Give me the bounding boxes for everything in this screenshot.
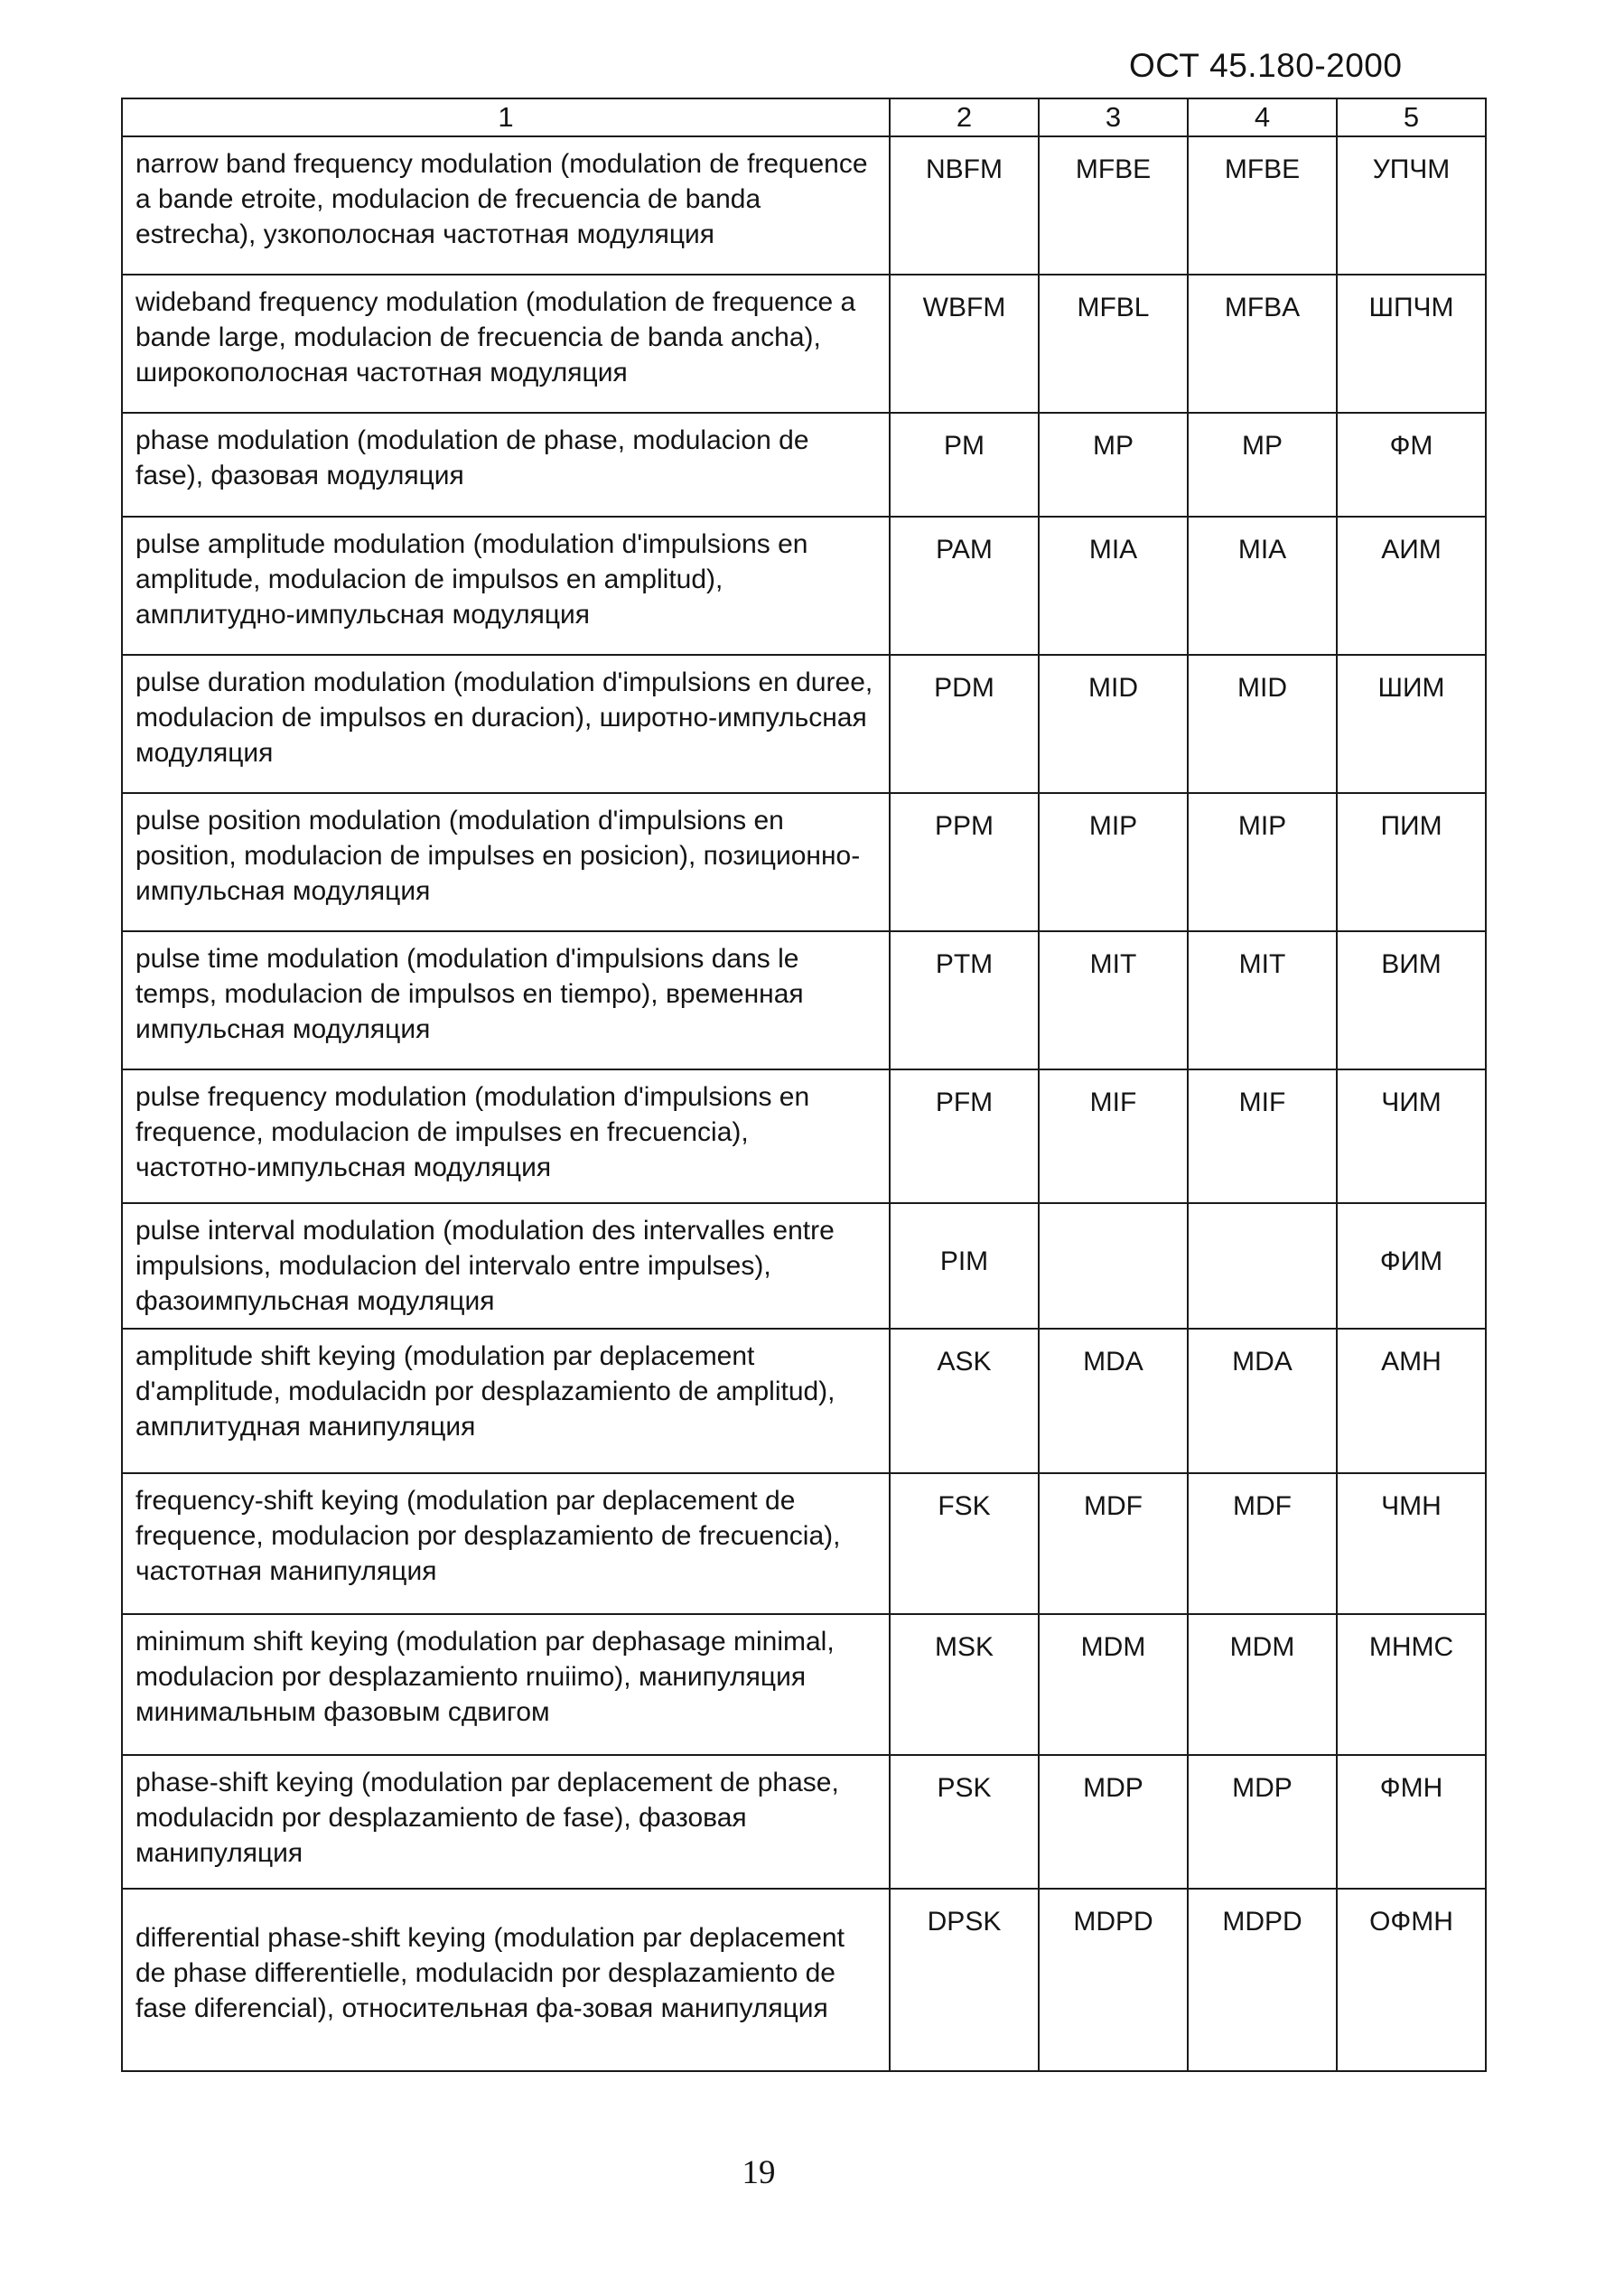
abbr-es-cell: MP xyxy=(1188,413,1337,517)
abbr-es-cell: MDA xyxy=(1188,1329,1337,1473)
abbr-fr-cell: MDPD xyxy=(1039,1889,1188,2071)
column-header: 1 xyxy=(122,98,890,136)
term-cell: pulse frequency modulation (modulation d'impulsions en frequence, modulacion de impulses en frecuencia), частотно-импульсная модуляция xyxy=(122,1069,890,1203)
abbr-fr-cell: MIA xyxy=(1039,517,1188,655)
abbr-ru-cell: ОФМН xyxy=(1337,1889,1486,2071)
abbr-ru-cell: ВИМ xyxy=(1337,931,1486,1069)
abbr-fr-cell: MIF xyxy=(1039,1069,1188,1203)
abbr-en-cell: PDM xyxy=(890,655,1039,793)
abbr-en-cell: PAM xyxy=(890,517,1039,655)
table-row xyxy=(122,1203,1486,1329)
page-number: 19 xyxy=(742,2154,776,2191)
term-cell: phase-shift keying (modulation par deplacement de phase, modulacidn por desplazamiento de fase), фазовая манипуляция xyxy=(122,1755,890,1889)
abbr-fr-cell xyxy=(1039,1203,1188,1329)
column-header: 3 xyxy=(1039,98,1188,136)
abbr-fr-cell: MID xyxy=(1039,655,1188,793)
abbr-ru-cell: ФМ xyxy=(1337,413,1486,517)
term-cell: pulse position modulation (modulation d'impulsions en position, modulacion de impulses en posicion), позиционно-импульсная модуляция xyxy=(122,793,890,931)
table-row xyxy=(122,1473,1486,1614)
abbr-ru-cell: ПИМ xyxy=(1337,793,1486,931)
term-cell: pulse interval modulation (modulation des intervalles entre impulsions, modulacion del intervalo entre impulses), фазоимпульсная модуляция xyxy=(122,1203,890,1329)
term-cell: pulse time modulation (modulation d'impulsions dans le temps, modulacion de impulsos en tiempo), временная импульсная модуляция xyxy=(122,931,890,1069)
abbr-ru-cell: ЧМН xyxy=(1337,1473,1486,1614)
table-row xyxy=(122,517,1486,655)
abbr-es-cell: MIP xyxy=(1188,793,1337,931)
table-row xyxy=(122,1329,1486,1473)
table-row xyxy=(122,793,1486,931)
abbr-ru-cell: ЧИМ xyxy=(1337,1069,1486,1203)
abbr-es-cell: MDF xyxy=(1188,1473,1337,1614)
document-code: ОСТ 45.180-2000 xyxy=(1129,47,1403,84)
header-row xyxy=(122,98,1486,136)
abbr-es-cell: MFBE xyxy=(1188,136,1337,275)
term-cell: pulse amplitude modulation (modulation d'impulsions en amplitude, modulacion de impulsos en amplitud), амплитудно-импульсная модуляция xyxy=(122,517,890,655)
column-header: 4 xyxy=(1188,98,1337,136)
abbr-en-cell: PM xyxy=(890,413,1039,517)
table-row xyxy=(122,136,1486,275)
abbr-en-cell: PTM xyxy=(890,931,1039,1069)
table-row xyxy=(122,1889,1486,2071)
abbr-en-cell: PSK xyxy=(890,1755,1039,1889)
abbr-es-cell: MDPD xyxy=(1188,1889,1337,2071)
abbr-en-cell: WBFM xyxy=(890,275,1039,413)
abbr-fr-cell: MDM xyxy=(1039,1614,1188,1755)
term-cell: minimum shift keying (modulation par dephasage minimal, modulacion por desplazamiento rnuiimo), манипуляция минимальным фазовым сдвигом xyxy=(122,1614,890,1755)
abbr-ru-cell: МНМС xyxy=(1337,1614,1486,1755)
abbr-fr-cell: MIP xyxy=(1039,793,1188,931)
abbr-en-cell: PIM xyxy=(890,1203,1039,1329)
term-cell: differential phase-shift keying (modulation par deplacement de phase differentielle, modulacidn por desplazamiento de fase diferencial), относительная фа-зовая манипуляция xyxy=(122,1889,890,2071)
abbr-fr-cell: MIT xyxy=(1039,931,1188,1069)
abbr-ru-cell: ШИМ xyxy=(1337,655,1486,793)
abbr-es-cell: MIF xyxy=(1188,1069,1337,1203)
term-cell: amplitude shift keying (modulation par deplacement d'amplitude, modulacidn por desplazamiento de amplitud), амплитудная манипуляция xyxy=(122,1329,890,1473)
abbr-fr-cell: MDA xyxy=(1039,1329,1188,1473)
abbr-en-cell: PPM xyxy=(890,793,1039,931)
abbr-en-cell: FSK xyxy=(890,1473,1039,1614)
table-row xyxy=(122,1069,1486,1203)
abbr-en-cell: ASK xyxy=(890,1329,1039,1473)
abbr-en-cell: DPSK xyxy=(890,1889,1039,2071)
table-row xyxy=(122,1755,1486,1889)
abbr-ru-cell: ФМН xyxy=(1337,1755,1486,1889)
abbr-fr-cell: MP xyxy=(1039,413,1188,517)
term-cell: phase modulation (modulation de phase, modulacion de fase), фазовая модуляция xyxy=(122,413,890,517)
table-row xyxy=(122,1614,1486,1755)
abbr-fr-cell: MFBL xyxy=(1039,275,1188,413)
abbr-es-cell: MFBA xyxy=(1188,275,1337,413)
table-row xyxy=(122,275,1486,413)
abbr-en-cell: MSK xyxy=(890,1614,1039,1755)
column-header: 2 xyxy=(890,98,1039,136)
abbr-fr-cell: MFBE xyxy=(1039,136,1188,275)
abbr-ru-cell: АМН xyxy=(1337,1329,1486,1473)
abbr-es-cell: MDP xyxy=(1188,1755,1337,1889)
term-cell: frequency-shift keying (modulation par deplacement de frequence, modulacion por desplazamiento de frecuencia), частотная манипуляция xyxy=(122,1473,890,1614)
abbr-fr-cell: MDF xyxy=(1039,1473,1188,1614)
abbr-es-cell: MIT xyxy=(1188,931,1337,1069)
abbr-en-cell: NBFM xyxy=(890,136,1039,275)
column-header: 5 xyxy=(1337,98,1486,136)
abbr-ru-cell: УПЧМ xyxy=(1337,136,1486,275)
term-cell: pulse duration modulation (modulation d'impulsions en duree, modulacion de impulsos en duracion), широтно-импульсная модуляция xyxy=(122,655,890,793)
abbr-es-cell: MIA xyxy=(1188,517,1337,655)
abbr-es-cell: MID xyxy=(1188,655,1337,793)
abbr-es-cell: MDM xyxy=(1188,1614,1337,1755)
table-row xyxy=(122,655,1486,793)
abbr-es-cell xyxy=(1188,1203,1337,1329)
abbr-fr-cell: MDP xyxy=(1039,1755,1188,1889)
abbr-en-cell: PFM xyxy=(890,1069,1039,1203)
table-row xyxy=(122,931,1486,1069)
terms-table xyxy=(121,98,1487,2072)
term-cell: narrow band frequency modulation (modulation de frequence a bande etroite, modulacion de frecuencia de banda estrecha), узкополосная частотная модуляция xyxy=(122,136,890,275)
abbr-ru-cell: ШПЧМ xyxy=(1337,275,1486,413)
term-cell: wideband frequency modulation (modulation de frequence a bande large, modulacion de frecuencia de banda ancha), широкополосная частотная модуляция xyxy=(122,275,890,413)
abbr-ru-cell: АИМ xyxy=(1337,517,1486,655)
table-row xyxy=(122,413,1486,517)
abbr-ru-cell: ФИМ xyxy=(1337,1203,1486,1329)
